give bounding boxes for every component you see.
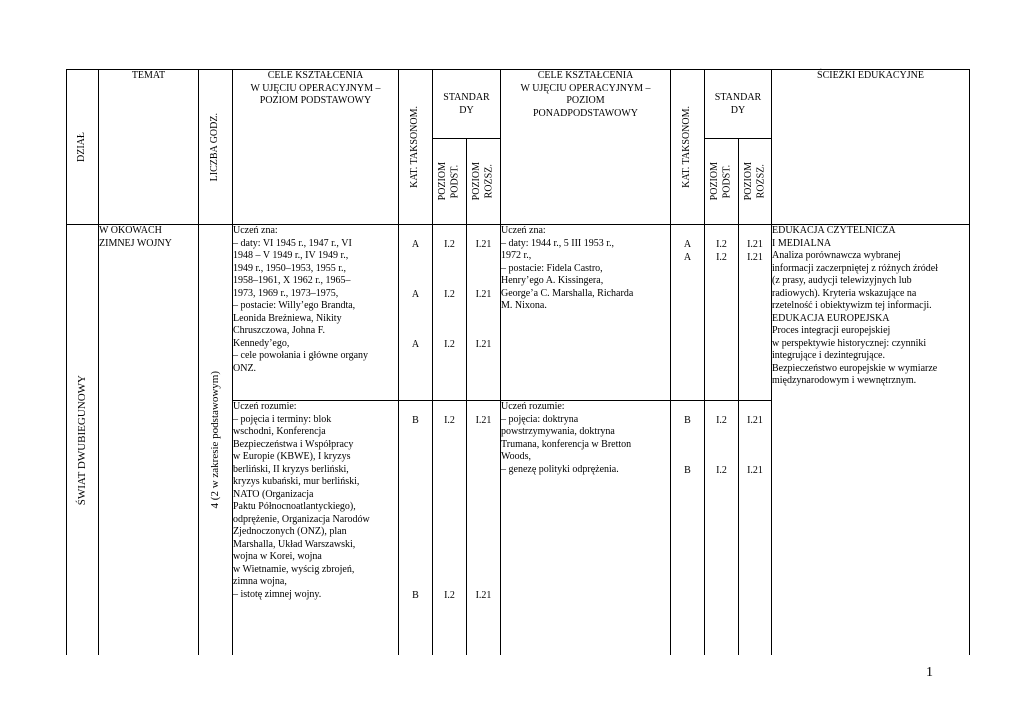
- header-standardy-2: STANDAR DY: [705, 70, 772, 139]
- sciezki-edukacyjne-cell: EDUKACJA CZYTELNICZA I MEDIALNA Analiza porównawcza wybranej informacji zaczerpniętej z różnych źródeł (z prasy, audycji telewizyjnych lub radiowych). Kryteria wskazujące na rzetelność i obiektywizm tej informacji. EDUKACJA EUROPEJSKA Proces integracji europejskiej w perspektywie historycznej: czynniki integrujące i dezintegrujące. Bezpieczeństwo europejskie w wymiarze międzynarodowym i wewnętrznym.: [772, 225, 970, 656]
- temat-cell: W OKOWACH ZIMNEJ WOJNY: [99, 225, 199, 656]
- header-standardy-1: STANDAR DY: [433, 70, 501, 139]
- header-cele-ponadpodstawowy: CELE KSZTAŁCENIA W UJĘCIU OPERACYJNYM – POZIOM PONADPODSTAWOWY: [501, 70, 671, 225]
- poziom-podst-row1: I.2 I.2 I.2: [433, 225, 467, 401]
- curriculum-table: [66, 69, 970, 655]
- liczba-godz-cell: 4 (2 w zakresie podstawowym): [199, 225, 233, 656]
- poziom-podst-2-row2: I.2 I.2: [705, 401, 739, 656]
- header-liczba-godz: LICZBA GODZ.: [199, 70, 233, 225]
- header-sciezki-edukacyjne: ŚCIEŻKI EDUKACYJNE: [772, 70, 970, 225]
- header-dzial: DZIAŁ: [67, 70, 99, 225]
- header-temat: TEMAT: [99, 70, 199, 225]
- page-number: 1: [926, 665, 933, 680]
- table-row: [67, 225, 970, 401]
- poziom-rozsz-row2: I.21 I.21: [467, 401, 501, 656]
- header-poziom-rozsz-1: POZIOM ROZSZ.: [467, 139, 501, 225]
- header-poziom-rozsz-2: POZIOM ROZSZ.: [739, 139, 772, 225]
- header-cele-podstawowy: CELE KSZTAŁCENIA W UJĘCIU OPERACYJNYM – POZIOM PODSTAWOWY: [233, 70, 399, 225]
- header-kat-taksonom-2: KAT. TAKSONOM.: [671, 70, 705, 225]
- poziom-podst-2-row1: I.2 I.2: [705, 225, 739, 401]
- poziom-rozsz-row1: I.21 I.21 I.21: [467, 225, 501, 401]
- cele-ponadpodstawowy-row2: Uczeń rozumie: – pojęcia: doktryna powstrzymywania, doktryna Trumana, konferencja w Bretton Woods, – genezę polityki odprężenia.: [501, 401, 671, 656]
- kat-taksonom-2-row1: A A: [671, 225, 705, 401]
- cele-podstawowy-row2: Uczeń rozumie: – pojęcia i terminy: blok wschodni, Konferencja Bezpieczeństwa i Współpracy w Europie (KBWE), I kryzys berliński, II kryzys berliński, kryzys kubański, mur berliński, NATO (Organizacja Paktu Północnoatlantyckiego), odprężenie, Organizacja Narodów Zjednoczonych (ONZ), plan Marshalla, Układ Warszawski, wojna w Korei, wojna w Wietnamie, wyścig zbrojeń, zimna wojna, – istotę zimnej wojny.: [233, 401, 399, 656]
- kat-taksonom-row2: B B: [399, 401, 433, 656]
- poziom-rozsz-2-row1: I.21 I.21: [739, 225, 772, 401]
- header-kat-taksonom-1: KAT. TAKSONOM.: [399, 70, 433, 225]
- header-poziom-podst-2: POZIOM PODST.: [705, 139, 739, 225]
- poziom-podst-row2: I.2 I.2: [433, 401, 467, 656]
- cele-ponadpodstawowy-row1: Uczeń zna: – daty: 1944 r., 5 III 1953 r., 1972 r., – postacie: Fidela Castro, Henry’ego A. Kissingera, George’a C. Marshalla, Richarda M. Nixona.: [501, 225, 671, 401]
- kat-taksonom-2-row2: B B: [671, 401, 705, 656]
- dzial-cell: ŚWIAT DWUBIEGUNOWY: [67, 225, 99, 656]
- poziom-rozsz-2-row2: I.21 I.21: [739, 401, 772, 656]
- kat-taksonom-row1: A A A: [399, 225, 433, 401]
- header-poziom-podst-1: POZIOM PODST.: [433, 139, 467, 225]
- cele-podstawowy-row1: Uczeń zna: – daty: VI 1945 r., 1947 r., VI 1948 – V 1949 r., IV 1949 r., 1949 r., 1950–1953, 1955 r., 1958–1961, X 1962 r., 1965– 1973, 1969 r., 1973–1975, – postacie: Willy’ego Brandta, Leonida Breżniewa, Nikity Chruszczowa, Johna F. Kennedy’ego, – cele powołania i główne organy ONZ.: [233, 225, 399, 401]
